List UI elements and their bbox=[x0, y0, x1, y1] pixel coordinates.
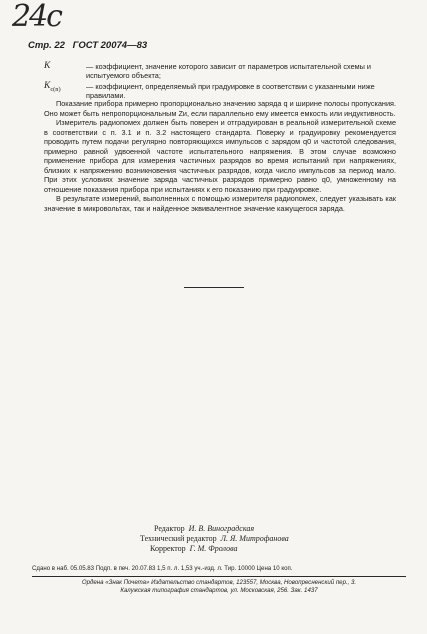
paragraph: Показание прибора примерно пропорционально значению заряда q и ширине полосы пропускания. Оно может быть непропорциональным Zи, если параллельно ему имеется емкость или индуктивность. bbox=[44, 99, 396, 118]
definition-text: — коэффициент, значение которого зависит от параметров испытательной схемы и испытуемого объекта; bbox=[86, 62, 371, 81]
imprint-block bbox=[32, 565, 406, 595]
paragraph: В результате измерений, выполненных с помощью измерителя радиопомех, следует указывать как значение в микровольтах, так и найденное эквивалентное значение кажущегося заряда. bbox=[44, 194, 396, 213]
definition-item bbox=[44, 62, 396, 81]
imprint-publisher: Ордена «Знак Почета» Издательство стандартов, 123557, Москва, Новопресненский пер., 3. bbox=[81, 579, 357, 586]
imprint-printer: Калужская типография стандартов, ул. Московская, 256. Зак. 1437 bbox=[120, 587, 318, 594]
definition-item bbox=[44, 82, 396, 101]
credits-block bbox=[140, 524, 380, 554]
standard-label: ГОСТ 20074—83 bbox=[72, 40, 148, 51]
credit-tech-editor: Технический редактор Л. Я. Митрофанова bbox=[140, 534, 289, 543]
definition-symbol: $K_{c(n)}$ bbox=[44, 80, 61, 93]
imprint-print-data: Сдано в наб. 05.05.83 Подп. в печ. 20.07.83 1,5 п. л. 1,53 уч.-изд. л. Тир. 10000 Цена 10 коп. bbox=[32, 565, 293, 572]
handwritten-page-mark: 24с bbox=[12, 0, 61, 34]
credit-corrector: Корректор Г. М. Фролова bbox=[150, 544, 238, 553]
body-text bbox=[44, 99, 396, 213]
page-label: Стр. 22 bbox=[28, 40, 65, 51]
paragraph: Измеритель радиопомех должен быть поверен и отградуирован в реальной измерительной схеме в соответствии с п. 3.1 и п. 3.2 настоящего стандарта. Поверку и градуировку рекомендуется проводить путем подачи регулярно повторяющихся импульсов с зарядом q0 и частотой следования, примерно равной удвоенной частоте испытательного напряжения. В этом случае возможно применение прибора для измерения частичных разрядов во время испытаний при напряжениях, близких к напряжению возникновения частичных разрядов, когда число импульсов за период мало. При этих условиях значение заряда частичных разрядов примерно равно q0, умноженному на отношение показания прибора при испытаниях к его показанию при градуировке. bbox=[44, 118, 396, 194]
section-divider bbox=[184, 287, 244, 288]
definitions-list bbox=[44, 62, 396, 102]
definition-symbol: K bbox=[44, 61, 51, 71]
page-header bbox=[28, 40, 152, 51]
definition-text: — коэффициент, определяемый при градуировке в соответствии с указанными ниже правилами. bbox=[86, 81, 375, 101]
credit-editor: Редактор И. В. Виноградская bbox=[154, 524, 255, 533]
imprint-divider bbox=[32, 576, 406, 577]
